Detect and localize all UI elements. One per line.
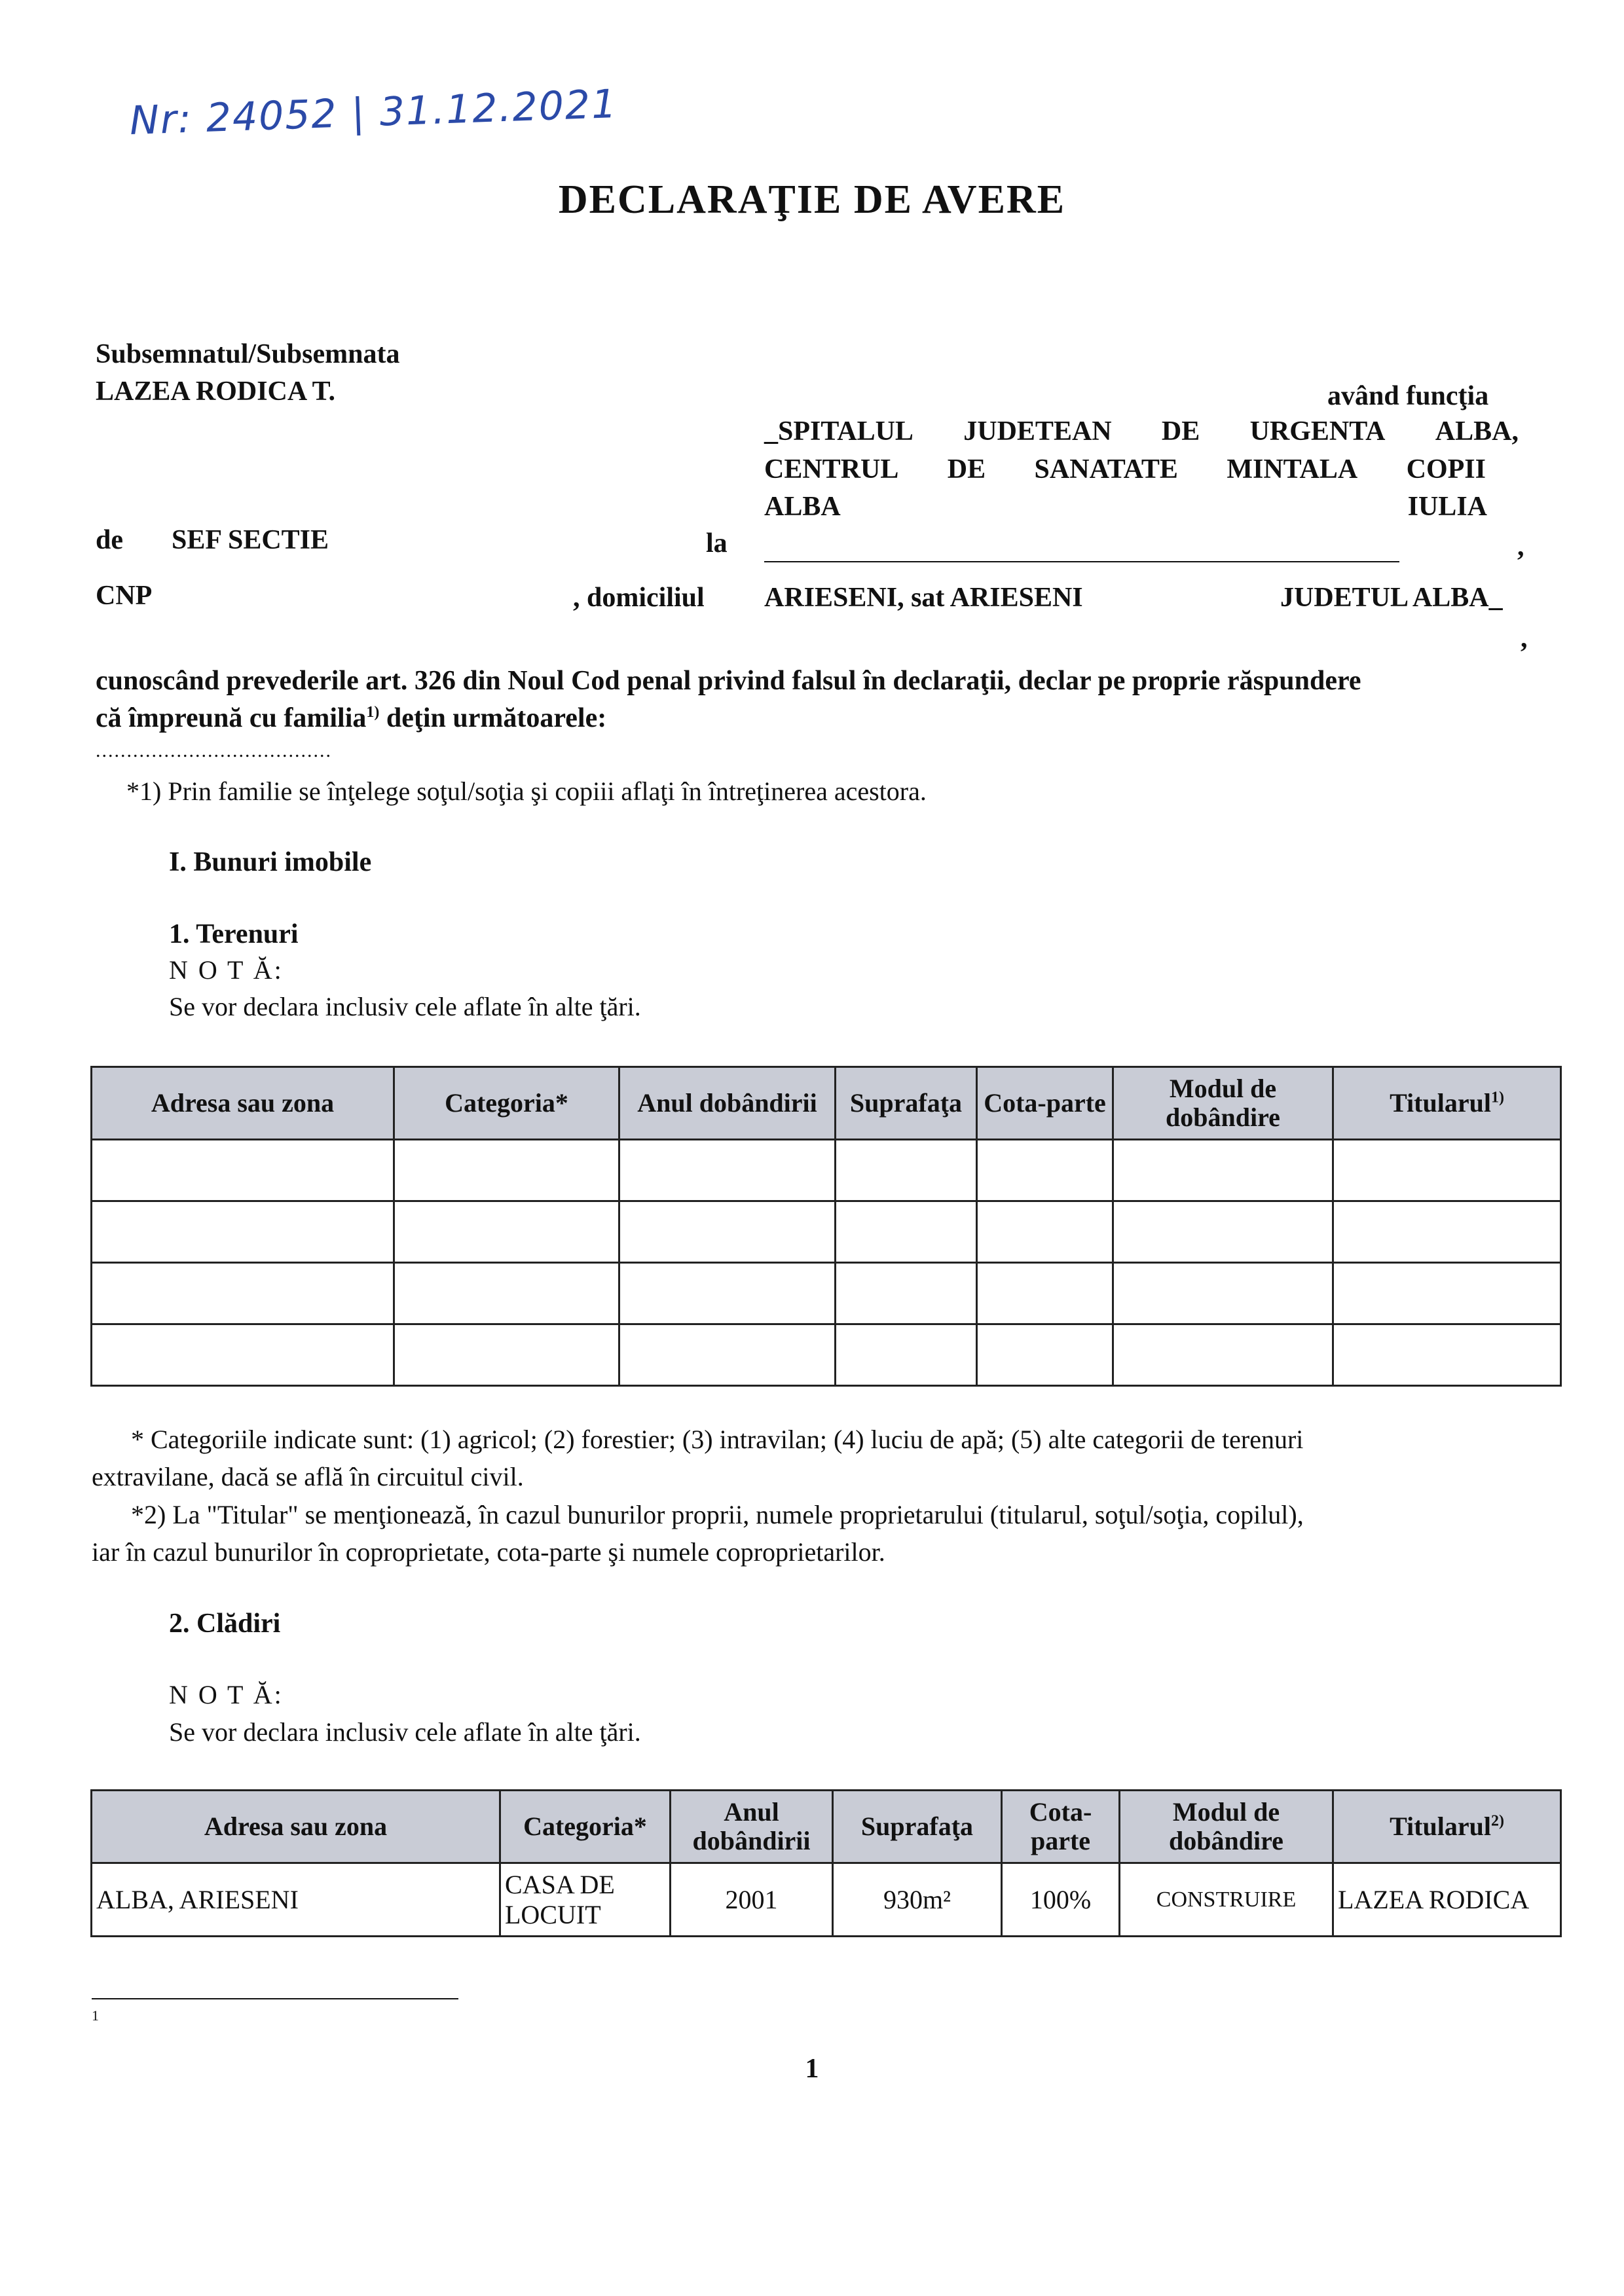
comma: , [1517, 532, 1524, 562]
column-header: Categoria* [394, 1067, 619, 1140]
institution-word: DE [947, 454, 986, 484]
table-cell [619, 1201, 836, 1263]
section-heading-imobile: I. Bunuri imobile [169, 847, 372, 877]
cell-suprafata: 930m² [833, 1863, 1002, 1937]
handwritten-registration-number: Nr: 24052 | 31.12.2021 [128, 81, 619, 144]
table-cell [394, 1324, 619, 1386]
footnote-marker: 1 [92, 2007, 99, 2024]
table-cell [1333, 1324, 1561, 1386]
document-title: DECLARAŢIE DE AVERE [558, 177, 1066, 222]
cell-anul: 2001 [671, 1863, 833, 1937]
column-header [1333, 1067, 1561, 1140]
column-header: Adresa sau zona [92, 1791, 500, 1863]
table-row [92, 1140, 1561, 1201]
table-cell [92, 1201, 394, 1263]
institution-word: URGENTA [1249, 416, 1386, 446]
table-cell [1333, 1140, 1561, 1201]
cell-cota: 100% [1002, 1863, 1120, 1937]
table-cell [836, 1263, 977, 1324]
footnote-separator [92, 1998, 458, 1999]
page-number: 1 [805, 2054, 819, 2084]
note-categories-line-1: * Categoriile indicate sunt: (1) agricol; (2) forestier; (3) intravilan; (4) luciu de apă; (5) alte categorii de terenuri [131, 1425, 1304, 1454]
nota-text: Se vor declara inclusiv cele aflate în alte ţări. [169, 992, 641, 1021]
column-header: Categoria* [500, 1791, 671, 1863]
column-header-text: Titularul [1390, 1812, 1491, 1841]
institution-word: COPII [1406, 454, 1486, 484]
label-functia: având funcţia [1327, 381, 1489, 411]
cell-adresa: ALBA, ARIESENI [92, 1863, 500, 1937]
table-cell [619, 1140, 836, 1201]
institution-word: SANATATE [1034, 454, 1178, 484]
table-cell [836, 1201, 977, 1263]
table-row [92, 1863, 1561, 1937]
table-cell [1333, 1201, 1561, 1263]
subsection-terenuri: 1. Terenuri [169, 919, 299, 949]
footnote-ref: 2) [1490, 1812, 1504, 1830]
column-header: Suprafaţa [833, 1791, 1002, 1863]
column-header: Cota-parte [1002, 1791, 1120, 1863]
label-domiciliul: , domiciliul [573, 583, 705, 613]
institution-word: ALBA, [1435, 416, 1519, 446]
table-cell [394, 1263, 619, 1324]
table-row [92, 1201, 1561, 1263]
table-cell [92, 1263, 394, 1324]
terenuri-table [90, 1066, 1562, 1387]
table-cell [977, 1324, 1113, 1386]
declaration-line-2 [96, 702, 606, 735]
nota-label: N O T Ă: [169, 1680, 284, 1709]
table-header-row [92, 1791, 1561, 1863]
address-value: ARIESENI, sat ARIESENI [764, 583, 1083, 613]
declaration-text: că împreună cu familia [96, 703, 367, 733]
column-header: Modul de dobândire [1120, 1791, 1333, 1863]
function-value: SEF SECTIE [172, 525, 329, 555]
label-la: la [706, 528, 728, 558]
cell-modul: CONSTRUIRE [1120, 1863, 1333, 1937]
table-cell [1113, 1201, 1333, 1263]
note-categories-line-2: extravilane, dacă se află în circuitul civil. [92, 1462, 524, 1491]
nota-label: N O T Ă: [169, 955, 284, 985]
institution-word: DE [1161, 416, 1200, 446]
table-cell [92, 1140, 394, 1201]
column-header: Modul de dobândire [1113, 1067, 1333, 1140]
institution-line-3 [764, 490, 1487, 523]
subsection-cladiri: 2. Clădiri [169, 1609, 281, 1639]
column-header: Suprafaţa [836, 1067, 977, 1140]
nota-text: Se vor declara inclusiv cele aflate în alte ţări. [169, 1717, 641, 1747]
footnote-ref: 1) [1490, 1089, 1504, 1106]
note-titular-line-2: iar în cazul bunurilor în coproprietate, cota-parte şi numele coproprietarilor. [92, 1537, 885, 1567]
table-cell [1113, 1263, 1333, 1324]
institution-word: _SPITALUL [764, 416, 913, 446]
table-cell [394, 1201, 619, 1263]
dotted-separator: ...................................... [96, 740, 332, 761]
footnote-ref: 1) [366, 704, 380, 721]
county-value: JUDETUL ALBA_ [1280, 583, 1503, 613]
table-cell [1333, 1263, 1561, 1324]
table-cell [977, 1263, 1113, 1324]
note-titular-line-1: *2) La "Titular" se menţionează, în cazul bunurilor proprii, numele proprietarului (titularul, soţul/soţia, copilul), [131, 1500, 1304, 1529]
table-cell [1113, 1140, 1333, 1201]
institution-word: ALBA [764, 492, 841, 522]
institution-word: MINTALA [1227, 454, 1358, 484]
footnote-family: *1) Prin familie se înţelege soţul/soţia şi copiii aflaţi în întreţinerea acestora. [126, 776, 927, 806]
blank-underline [764, 561, 1399, 562]
label-de: de [96, 525, 123, 555]
label-subsemnat: Subsemnatul/Subsemnata [96, 339, 400, 369]
institution-line-1 [764, 415, 1519, 448]
table-cell [394, 1140, 619, 1201]
table-cell [977, 1201, 1113, 1263]
comma: , [1521, 623, 1528, 653]
column-header: Anul dobândirii [671, 1791, 833, 1863]
label-cnp: CNP [96, 581, 153, 611]
column-header: Cota-parte [977, 1067, 1113, 1140]
table-cell [977, 1140, 1113, 1201]
table-cell [1113, 1324, 1333, 1386]
table-cell [619, 1324, 836, 1386]
table-row [92, 1324, 1561, 1386]
cell-titular: LAZEA RODICA [1333, 1863, 1561, 1937]
declaration-text: deţin următoarele: [379, 703, 607, 733]
table-cell [836, 1140, 977, 1201]
table-row [92, 1263, 1561, 1324]
column-header: Adresa sau zona [92, 1067, 394, 1140]
column-header-text: Titularul [1390, 1088, 1491, 1118]
declarant-name: LAZEA RODICA T. [96, 376, 336, 407]
table-cell [92, 1324, 394, 1386]
declaration-line-1: cunoscând prevederile art. 326 din Noul Cod penal privind falsul în declaraţii, declar pe proprie răspundere [96, 666, 1361, 696]
table-cell [836, 1324, 977, 1386]
table-header-row [92, 1067, 1561, 1140]
table-cell [619, 1263, 836, 1324]
column-header: Anul dobândirii [619, 1067, 836, 1140]
institution-word: JUDETEAN [963, 416, 1112, 446]
cell-categoria: CASA DE LOCUIT [500, 1863, 671, 1937]
column-header [1333, 1791, 1561, 1863]
institution-line-2 [764, 453, 1486, 486]
cladiri-table [90, 1789, 1562, 1937]
institution-word: CENTRUL [764, 454, 899, 484]
institution-word: IULIA [1407, 492, 1487, 522]
